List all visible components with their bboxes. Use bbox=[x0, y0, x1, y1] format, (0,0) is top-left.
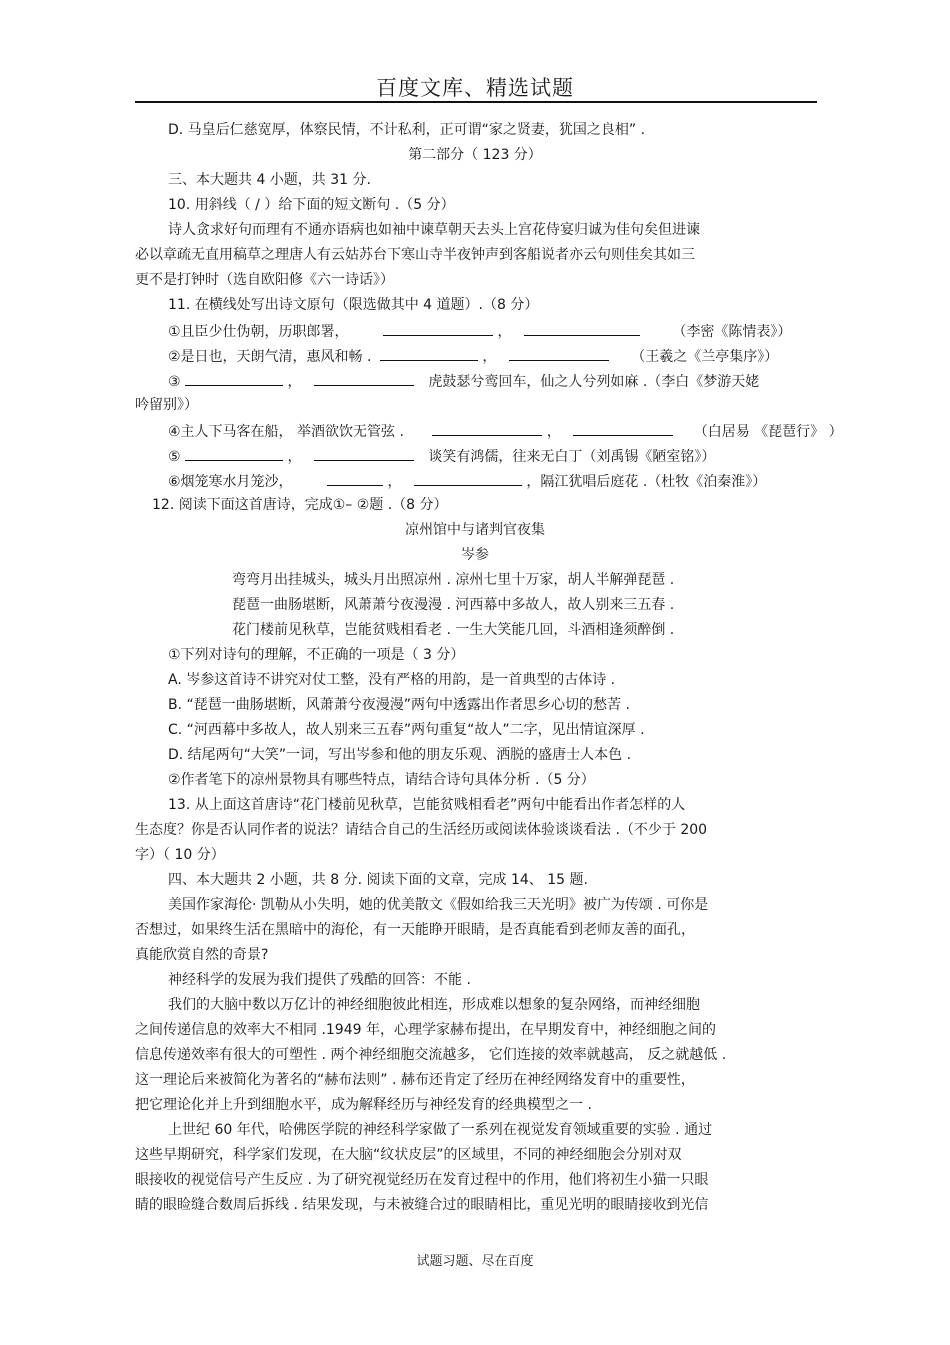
answer-blank[interactable] bbox=[380, 346, 478, 361]
fill-item-2 bbox=[168, 346, 778, 366]
option-b: B. “琵琶一曲肠堪断，风萧萧兮夜漫漫”两句中透露出作者思乡心切的愁苦 . bbox=[168, 697, 630, 713]
article-line: 把它理论化并上升到细胞水平，成为解释经历与神经发育的经典模型之一 . bbox=[135, 1097, 592, 1113]
fill-separator: ， bbox=[287, 449, 302, 465]
answer-blank[interactable] bbox=[509, 346, 609, 361]
article-line: 眼接收的视觉信号产生反应 . 为了研究视觉经历在发育过程中的作用，他们将初生小猫一只眼 bbox=[135, 1172, 709, 1188]
answer-blank[interactable] bbox=[314, 371, 414, 386]
answer-blank[interactable] bbox=[383, 321, 493, 336]
fill-separator: ， bbox=[387, 474, 402, 490]
fill-separator: ， bbox=[546, 424, 561, 440]
fill-item-3 bbox=[168, 371, 759, 391]
header-divider bbox=[135, 101, 817, 103]
section-three-heading: 三、本大题共 4 小题，共 31 分. bbox=[168, 172, 371, 188]
part-two-heading: 第二部分（ 123 分） bbox=[408, 147, 542, 163]
question-12: 12. 阅读下面这首唐诗，完成①– ②题 .（8 分） bbox=[152, 497, 448, 513]
fill-text: ，隔江犹唱后庭花 .（杜牧《泊秦淮》） bbox=[526, 474, 767, 490]
fill-source: （李密《陈情表》） bbox=[672, 324, 792, 340]
fill-prompt: ①且臣少仕伪朝，历职郎署， bbox=[168, 324, 349, 340]
article-line: 信息传递效率有很大的可塑性 . 两个神经细胞交流越多， 它们连接的效率就越高， 反之就越低 . bbox=[135, 1047, 727, 1063]
fill-prompt: ②是日也，天朗气清，惠风和畅 . bbox=[168, 349, 372, 365]
article-line: 神经科学的发展为我们提供了残酷的回答：不能 . bbox=[168, 972, 471, 988]
article-line: 这一理论后来被简化为著名的“赫布法则” . 赫布还肯定了经历在神经网络发育中的重要性， bbox=[135, 1072, 695, 1088]
question-13: 13. 从上面这首唐诗“花门楼前见秋草，岂能贫贱相看老”两句中能看出作者怎样的人 bbox=[168, 797, 686, 813]
article-line: 美国作家海伦· 凯勒从小失明，她的优美散文《假如给我三天光明》被广为传颂 . 可你是 bbox=[168, 897, 709, 913]
answer-blank[interactable] bbox=[573, 421, 673, 436]
fill-source: （白居易 《琵琶行》 ） bbox=[693, 424, 843, 440]
answer-blank[interactable] bbox=[432, 421, 542, 436]
fill-item-1 bbox=[168, 321, 791, 341]
poem-line: 花门楼前见秋草，岂能贫贱相看老 . 一生大笑能几回，斗酒相逢须醉倒 . bbox=[232, 622, 675, 638]
article-line: 睛的眼睑缝合数周后拆线 . 结果发现，与未被缝合过的眼睛相比，重见光明的眼睛接收到光信 bbox=[135, 1197, 709, 1213]
question-11: 11. 在横线处写出诗文原句（限选做其中 4 道题）.（8 分） bbox=[168, 297, 539, 313]
answer-blank[interactable] bbox=[414, 471, 522, 486]
passage-line: 诗人贪求好句而理有不通亦语病也如袖中谏草朝天去头上宫花侍宴归诚为佳句矣但进谏 bbox=[168, 222, 700, 238]
article-line: 之间传递信息的效率大不相同 .1949 年，心理学家赫布提出，在早期发育中，神经细胞之间的 bbox=[135, 1022, 716, 1038]
question-13-cont: 生态度？你是否认同作者的说法？请结合自己的生活经历或阅读体验谈谈看法 .（不少于 200 bbox=[135, 822, 708, 838]
passage-line: 必以章疏无直用稿草之理唐人有云姑苏台下寒山寺半夜钟声到客船说者亦云句则佳矣其如三 bbox=[135, 247, 695, 263]
article-line: 我们的大脑中数以万亿计的神经细胞彼此相连，形成难以想象的复杂网络，而神经细胞 bbox=[168, 997, 700, 1013]
fill-separator: ， bbox=[287, 374, 302, 390]
poem-title: 凉州馆中与诸判官夜集 bbox=[405, 522, 545, 538]
article-line: 否想过，如果终生活在黑暗中的海伦，有一天能睁开眼睛，是否真能看到老师友善的面孔， bbox=[135, 922, 695, 938]
article-line: 上世纪 60 年代，哈佛医学院的神经科学家做了一系列在视觉发育领域重要的实验 . 通过 bbox=[168, 1122, 713, 1138]
answer-blank[interactable] bbox=[314, 446, 414, 461]
fill-text: 虎鼓瑟兮鸾回车，仙之人兮列如麻 .（李白《梦游天姥 bbox=[428, 374, 760, 390]
option-d: D. 结尾两句“大笑”一词，写出岑参和他的朋友乐观、洒脱的盛唐士人本色 . bbox=[168, 747, 632, 763]
article-line: 真能欣赏自然的奇景? bbox=[135, 947, 269, 963]
fill-source: 吟留别》） bbox=[135, 397, 198, 413]
fill-prompt: ③ bbox=[168, 374, 181, 390]
fill-separator: ， bbox=[482, 349, 497, 365]
question-13-cont: 字）（ 10 分） bbox=[135, 847, 225, 863]
option-a: A. 岑参这首诗不讲究对仗工整，没有严格的用韵，是一首典型的古体诗 . bbox=[168, 672, 616, 688]
section-four-heading: 四、本大题共 2 小题，共 8 分. 阅读下面的文章，完成 14、 15 题. bbox=[168, 872, 588, 888]
article-line: 这些早期研究，科学家们发现，在大脑“纹状皮层”的区域里，不同的神经细胞会分别对双 bbox=[135, 1147, 682, 1163]
answer-blank[interactable] bbox=[524, 321, 640, 336]
answer-blank[interactable] bbox=[185, 371, 283, 386]
fill-prompt: ④主人下马客在船， 举酒欲饮无管弦 . bbox=[168, 424, 404, 440]
page-header-title: 百度文库、精选试题 bbox=[376, 76, 574, 100]
question-10: 10. 用斜线（ / ）给下面的短文断句 .（5 分） bbox=[168, 197, 455, 213]
fill-text: 谈笑有鸿儒，往来无白丁（刘禹锡《陋室铭》） bbox=[428, 449, 716, 465]
option-d-line: D. 马皇后仁慈宽厚，体察民情，不计私利，正可谓“家之贤妻，犹国之良相” . bbox=[168, 122, 646, 138]
option-c: C. “河西幕中多故人，故人别来三五春”两句重复“故人”二字，见出情谊深厚 . bbox=[168, 722, 645, 738]
sub-question-2: ②作者笔下的凉州景物具有哪些特点，请结合诗句具体分析 .（5 分） bbox=[168, 772, 595, 788]
fill-prompt: ⑥烟笼寒水月笼沙， bbox=[168, 474, 293, 490]
poem-line: 琵琶一曲肠堪断，风萧萧兮夜漫漫 . 河西幕中多故人，故人别来三五春 . bbox=[232, 597, 675, 613]
fill-source: （王羲之《兰亭集序》） bbox=[631, 349, 779, 365]
fill-item-6 bbox=[168, 471, 766, 491]
fill-separator: ， bbox=[497, 324, 512, 340]
passage-line: 更不是打钟时（选自欧阳修《六一诗话》） bbox=[135, 272, 394, 288]
page-footer: 试题习题、尽在百度 bbox=[416, 1254, 534, 1269]
sub-question-1: ①下列对诗句的理解，不正确的一项是（ 3 分） bbox=[168, 647, 465, 663]
poem-author: 岑参 bbox=[461, 547, 489, 563]
fill-item-5 bbox=[168, 446, 715, 466]
poem-line: 弯弯月出挂城头，城头月出照凉州 . 凉州七里十万家，胡人半解弹琵琶 . bbox=[232, 572, 675, 588]
fill-item-4 bbox=[168, 421, 843, 441]
fill-prompt: ⑤ bbox=[168, 449, 181, 465]
answer-blank[interactable] bbox=[327, 471, 383, 486]
answer-blank[interactable] bbox=[185, 446, 283, 461]
